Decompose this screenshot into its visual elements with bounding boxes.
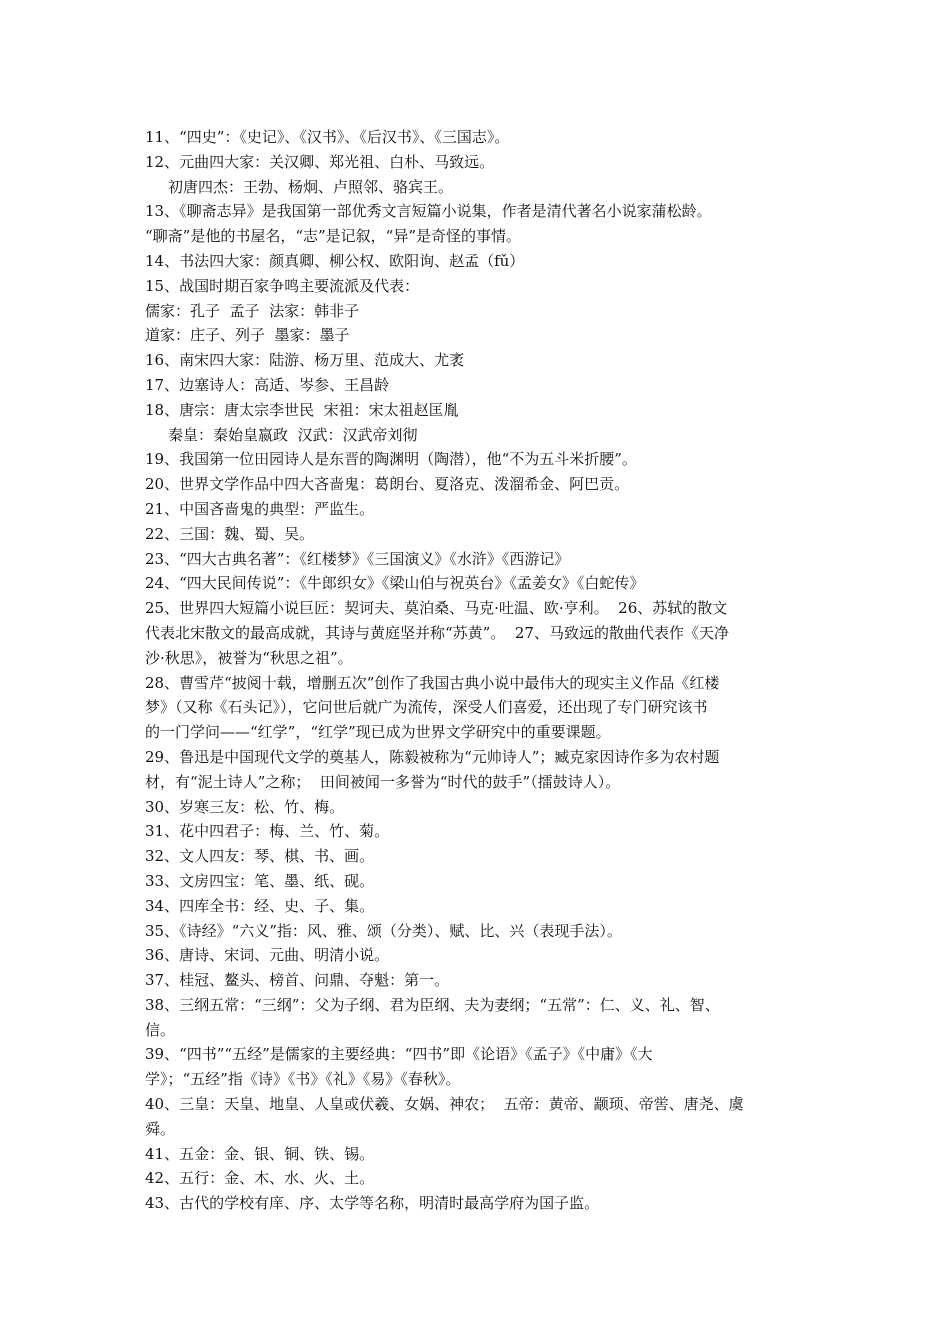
text-line: 17、边塞诗人：高适、岑参、王昌龄 xyxy=(145,375,390,394)
text-line: 36、唐诗、宋词、元曲、明清小说。 xyxy=(145,946,390,965)
text-line: 材，有“泥土诗人”之称； 田间被闻一多誉为“时代的鼓手”（擂鼓诗人）。 xyxy=(145,772,621,791)
text-line: 12、元曲四大家：关汉卿、郑光祖、白朴、马致远。 xyxy=(145,152,495,171)
text-line: 32、文人四友：琴、棋、书、画。 xyxy=(145,847,375,866)
text-line: 41、五金：金、银、铜、铁、锡。 xyxy=(145,1144,375,1163)
text-line: 37、桂冠、鳌头、榜首、问鼎、夺魁：第一。 xyxy=(145,971,450,990)
text-line: 39、“四书”“五经”是儒家的主要经典：“四书”即《论语》《孟子》《中庸》《大 xyxy=(145,1045,653,1064)
text-line: 22、三国：魏、蜀、吴。 xyxy=(145,524,315,543)
text-line: 13、《聊斋志异》是我国第一部优秀文言短篇小说集，作者是清代著名小说家蒲松龄。 xyxy=(145,202,712,221)
text-line: 儒家：孔子 孟子 法家：韩非子 xyxy=(145,301,360,320)
text-line: 11、“四史”：《史记》、《汉书》、《后汉书》、《三国志》。 xyxy=(145,128,510,146)
text-line: 34、四库全书：经、史、子、集。 xyxy=(145,896,375,915)
text-line: 31、花中四君子：梅、兰、竹、菊。 xyxy=(145,822,390,841)
text-line: 16、南宋四大家：陆游、杨万里、范成大、尤袤 xyxy=(145,351,465,370)
text-line: 15、战国时期百家争鸣主要流派及代表： xyxy=(145,276,420,295)
text-line: 30、岁寒三友：松、竹、梅。 xyxy=(145,797,345,816)
text-line: 42、五行：金、木、水、火、土。 xyxy=(145,1169,375,1188)
text-line: 舜。 xyxy=(145,1119,176,1138)
text-line: 学》；“五经”指《诗》《书》《礼》《易》《春秋》。 xyxy=(145,1070,461,1089)
text-line: 代表北宋散文的最高成就，其诗与黄庭坚并称“苏黄”。 27、马致远的散曲代表作《天净 xyxy=(145,623,729,642)
document-page xyxy=(145,125,810,1216)
text-line: 38、三纲五常：“三纲”：父为子纲、君为臣纲、夫为妻纲；“五常”：仁、义、礼、智、 xyxy=(145,995,720,1014)
text-line: 信。 xyxy=(145,1020,176,1039)
text-line: 21、中国吝啬鬼的典型：严监生。 xyxy=(145,499,375,518)
text-line: 33、文房四宝：笔、墨、纸、砚。 xyxy=(145,871,375,890)
text-line: 18、唐宗：唐太宗李世民 宋祖：宋太祖赵匡胤 xyxy=(145,400,459,419)
text-line: 43、古代的学校有庠、序、太学等名称，明清时最高学府为国子监。 xyxy=(145,1194,600,1213)
text-line: 秦皇：秦始皇嬴政 汉武：汉武帝刘彻 xyxy=(168,425,418,444)
text-line: 20、世界文学作品中四大吝啬鬼：葛朗台、夏洛克、泼溜希金、阿巴贡。 xyxy=(145,475,630,494)
text-line: 24、“四大民间传说”：《牛郎织女》《梁山伯与祝英台》《孟姜女》《白蛇传》 xyxy=(145,574,645,593)
text-line: 道家：庄子、列子 墨家：墨子 xyxy=(145,326,350,345)
text-line: 23、“四大古典名著”：《红楼梦》《三国演义》《水浒》《西游记》 xyxy=(145,549,570,568)
text-line: 19、我国第一位田园诗人是东晋的陶渊明（陶潜），他“不为五斗米折腰”。 xyxy=(145,450,637,469)
text-line: 35、《诗经》“六义”指：风、雅、颂（分类）、赋、比、兴（表现手法）。 xyxy=(145,921,622,940)
text-line: 14、书法四大家：颜真卿、柳公权、欧阳询、赵孟（fǔ） xyxy=(145,251,525,270)
text-line: 28、曹雪芹“披阅十载，增删五次”创作了我国古典小说中最伟大的现实主义作品《红楼 xyxy=(145,673,720,692)
text-line: 梦》（又称《石头记》），它问世后就广为流传，深受人们喜爱，还出现了专门研究该书 xyxy=(145,698,708,717)
text-line: 的一门学问——“红学”，“红学”现已成为世界文学研究中的重要课题。 xyxy=(145,723,611,742)
text-line: 沙·秋思》，被誉为“秋思之祖”。 xyxy=(145,648,353,667)
text-line: “聊斋”是他的书屋名，“志”是记叙，“异”是奇怪的事情。 xyxy=(145,227,522,246)
text-line: 初唐四杰：王勃、杨炯、卢照邻、骆宾王。 xyxy=(168,177,454,196)
text-line: 25、世界四大短篇小说巨匠：契诃夫、莫泊桑、马克·吐温、欧·亨利。 26、苏轼的散文 xyxy=(145,599,728,618)
text-line: 29、鲁迅是中国现代文学的奠基人，陈毅被称为“元帅诗人”；臧克家因诗作多为农村题 xyxy=(145,747,720,766)
text-line: 40、三皇：天皇、地皇、人皇或伏羲、女娲、神农； 五帝：黄帝、颛顼、帝喾、唐尧、虞 xyxy=(145,1095,744,1114)
